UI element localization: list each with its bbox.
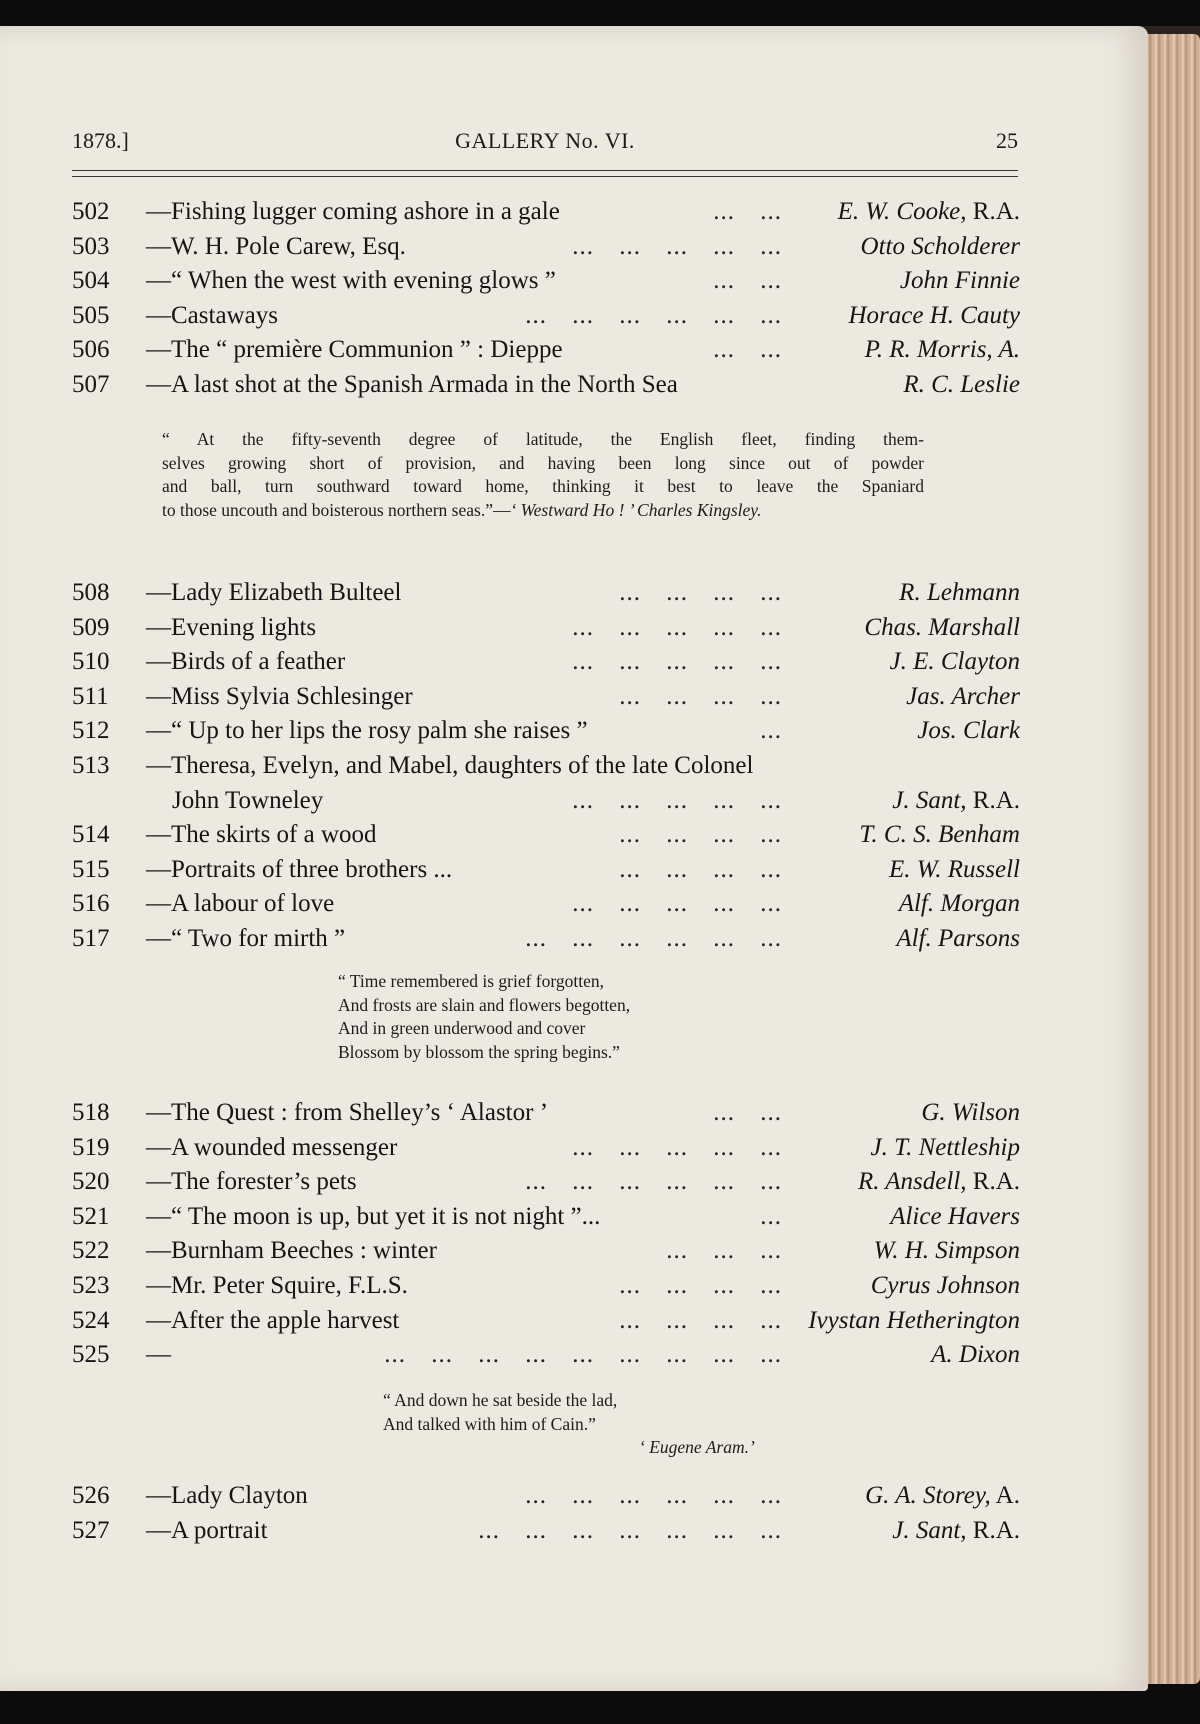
entry-number: 517 bbox=[72, 924, 110, 952]
entry-artist bbox=[889, 856, 1020, 884]
entry-title: —Lady Clayton bbox=[146, 1482, 308, 1509]
entries-block-4 bbox=[72, 1479, 1020, 1548]
quotation-swinburne bbox=[338, 970, 768, 1064]
entry-number: 525 bbox=[72, 1341, 110, 1369]
catalogue-entry bbox=[72, 1131, 1020, 1166]
entry-number: 518 bbox=[72, 1099, 110, 1126]
catalogue-entry bbox=[72, 1514, 1020, 1549]
artist-name: Jos. Clark bbox=[917, 717, 1020, 745]
entry-title: —The Quest : from Shelley’s ‘ Alastor ’ bbox=[146, 1099, 549, 1126]
entries-block-1 bbox=[72, 195, 1020, 403]
entry-title: —A labour of love bbox=[146, 890, 335, 918]
catalogue-entry bbox=[72, 680, 1020, 715]
catalogue-entry bbox=[72, 714, 1020, 749]
leader-dots: ... ... bbox=[713, 336, 782, 364]
entry-title: —W. H. Pole Carew, Esq. bbox=[146, 232, 406, 260]
entry-artist bbox=[931, 1341, 1020, 1369]
entry-artist bbox=[890, 1203, 1020, 1231]
entry-number: 502 bbox=[72, 198, 110, 225]
quote-source: ‘ Westward Ho ! ’ Charles Kingsley. bbox=[510, 499, 762, 520]
entry-artist bbox=[861, 233, 1020, 261]
leader-dots: ... ... ... ... bbox=[619, 1306, 782, 1334]
artist-name: Alice Havers bbox=[890, 1202, 1020, 1230]
artist-name: Jas. Archer bbox=[906, 682, 1020, 710]
entry-number: 508 bbox=[72, 579, 110, 606]
header-rule-bottom bbox=[72, 176, 1018, 177]
entry-title: —A portrait bbox=[146, 1516, 268, 1544]
entry-title: —Theresa, Evelyn, and Mabel, daughters of the late Colonel bbox=[146, 751, 754, 779]
artist-name: T. C. S. Benham bbox=[859, 821, 1020, 849]
artist-suffix: R.A. bbox=[966, 1516, 1020, 1544]
entry-artist bbox=[903, 371, 1020, 399]
artist-suffix: R.A. bbox=[966, 198, 1020, 225]
entry-title: —Burnham Beeches : winter bbox=[146, 1237, 437, 1265]
artist-name: J. Sant, bbox=[892, 1516, 967, 1544]
artist-name: John Finnie bbox=[899, 267, 1020, 295]
entry-number: 504 bbox=[72, 267, 110, 295]
entry-title: John Towneley bbox=[172, 786, 324, 814]
entry-artist bbox=[917, 717, 1020, 745]
gallery-title: GALLERY No. VI. bbox=[455, 128, 635, 153]
quote-line: And in green underwood and cover bbox=[338, 1018, 586, 1038]
leader-dots: ... ... ... ... bbox=[619, 855, 782, 883]
entry-number: 526 bbox=[72, 1482, 110, 1509]
entry-title: —Fishing lugger coming ashore in a gale bbox=[146, 198, 560, 225]
entry-number: 511 bbox=[72, 682, 109, 710]
entry-title: —“ When the west with evening glows ” bbox=[146, 267, 556, 295]
entry-number: 513 bbox=[72, 751, 110, 779]
artist-name: W. H. Simpson bbox=[873, 1237, 1020, 1265]
entry-title: —The forester’s pets bbox=[146, 1168, 357, 1196]
entry-number: 527 bbox=[72, 1516, 110, 1544]
leader-dots: ... bbox=[760, 1202, 782, 1230]
entry-title: —A last shot at the Spanish Armada in the North Sea bbox=[146, 370, 678, 398]
entry-number: 519 bbox=[72, 1133, 110, 1161]
entry-artist bbox=[864, 614, 1020, 642]
leader-dots: ... ... ... ... ... ... bbox=[525, 301, 782, 329]
leader-dots: ... bbox=[760, 717, 782, 745]
entry-title: — bbox=[146, 1341, 171, 1369]
artist-name: R. C. Leslie bbox=[903, 370, 1020, 398]
quote-line-with-source bbox=[162, 499, 924, 523]
entry-artist bbox=[808, 1307, 1020, 1335]
entry-title: —Lady Elizabeth Bulteel bbox=[146, 579, 402, 606]
leader-dots: ... ... bbox=[713, 198, 782, 225]
entry-artist bbox=[892, 787, 1020, 815]
leader-dots: ... ... ... ... bbox=[619, 682, 782, 710]
artist-suffix: A. bbox=[990, 1482, 1020, 1509]
page-number: 25 bbox=[996, 128, 1018, 153]
entry-title: —Portraits of three brothers ... bbox=[146, 855, 453, 883]
quote-line: and ball, turn southward toward home, thinking it best to leave the Spaniard bbox=[162, 476, 924, 496]
catalogue-entry bbox=[72, 853, 1020, 888]
quote-line: And talked with him of Cain.” bbox=[383, 1413, 596, 1434]
entry-title: —“ Up to her lips the rosy palm she raises ” bbox=[146, 717, 588, 745]
entry-artist bbox=[865, 336, 1020, 364]
entry-artist bbox=[870, 1134, 1020, 1162]
entry-artist bbox=[899, 579, 1020, 607]
leader-dots: ... ... bbox=[713, 1099, 782, 1126]
catalogue-entry bbox=[72, 576, 1020, 611]
leader-dots: ... ... ... ... ... bbox=[572, 232, 782, 260]
catalogue-entry bbox=[72, 368, 1020, 403]
artist-name: Alf. Morgan bbox=[898, 890, 1020, 918]
quote-line: “ At the fifty-seventh degree of latitude, the English fleet, finding them- bbox=[162, 429, 924, 449]
artist-name: G. Wilson bbox=[921, 1099, 1020, 1126]
catalogue-entry bbox=[72, 749, 1020, 784]
entry-title: —Miss Sylvia Schlesinger bbox=[146, 682, 413, 710]
quote-line: “ And down he sat beside the lad, bbox=[383, 1390, 618, 1410]
entry-artist bbox=[838, 198, 1020, 226]
header-rule-top bbox=[72, 170, 1018, 171]
entry-artist bbox=[892, 1517, 1020, 1545]
catalogue-entry bbox=[72, 264, 1020, 299]
leader-dots: ... ... ... ... ... bbox=[572, 786, 782, 814]
catalogue-entry bbox=[72, 1234, 1020, 1269]
entry-title: —After the apple harvest bbox=[146, 1306, 400, 1334]
catalogue-entry bbox=[72, 645, 1020, 680]
catalogue-entry bbox=[72, 299, 1020, 334]
artist-suffix: R.A. bbox=[966, 1168, 1020, 1196]
leader-dots: ... ... ... ... ... ... ... bbox=[478, 1516, 782, 1544]
artist-name: J. T. Nettleship bbox=[870, 1133, 1020, 1161]
quote-source: ‘ Eugene Aram.’ bbox=[639, 1437, 755, 1457]
quotation-westward-ho bbox=[162, 428, 924, 522]
leader-dots: ... ... ... ... bbox=[619, 1271, 782, 1299]
artist-name: R. Ansdell, bbox=[857, 1168, 967, 1196]
artist-name: Horace H. Cauty bbox=[848, 301, 1020, 329]
leader-dots: ... ... ... ... ... ... bbox=[525, 1168, 782, 1196]
entry-number: 520 bbox=[72, 1168, 110, 1196]
quote-line: to those uncouth and boisterous northern seas.”— bbox=[162, 499, 511, 520]
entry-title: —The skirts of a wood bbox=[146, 821, 377, 849]
catalogue-entry bbox=[72, 195, 1020, 230]
entry-artist bbox=[906, 683, 1020, 711]
quote-line: Blossom by blossom the spring begins.” bbox=[338, 1041, 620, 1062]
artist-name: G. A. Storey, bbox=[865, 1482, 991, 1509]
catalogue-entry-continuation bbox=[72, 784, 1020, 819]
artist-name: A. Dixon bbox=[931, 1341, 1020, 1369]
leader-dots: ... ... ... ... ... bbox=[572, 613, 782, 641]
quotation-eugene-aram bbox=[383, 1389, 823, 1460]
entry-artist bbox=[899, 890, 1020, 918]
entry-number: 505 bbox=[72, 301, 110, 329]
entry-number: 524 bbox=[72, 1306, 110, 1334]
leader-dots: ... ... ... ... ... bbox=[572, 648, 782, 676]
leader-dots: ... ... ... bbox=[666, 1237, 782, 1265]
catalogue-entry bbox=[72, 1096, 1020, 1131]
entry-number: 512 bbox=[72, 717, 110, 745]
entry-artist bbox=[896, 925, 1020, 953]
entry-artist bbox=[921, 1099, 1020, 1127]
entry-title: —Birds of a feather bbox=[146, 648, 346, 676]
catalogue-entry bbox=[72, 1165, 1020, 1200]
entry-number: 515 bbox=[72, 855, 110, 883]
entry-number: 509 bbox=[72, 613, 110, 641]
catalogue-entry bbox=[72, 230, 1020, 265]
entry-artist bbox=[900, 267, 1020, 295]
artist-suffix: R.A. bbox=[966, 786, 1020, 814]
artist-name: Cyrus Johnson bbox=[870, 1271, 1020, 1299]
artist-name: J. Sant, bbox=[892, 786, 967, 814]
leader-dots: ... ... bbox=[713, 267, 782, 295]
entry-number: 506 bbox=[72, 336, 110, 364]
entry-title: —A wounded messenger bbox=[146, 1133, 398, 1161]
artist-name: Alf. Parsons bbox=[896, 924, 1020, 952]
artist-name: J. E. Clayton bbox=[889, 648, 1020, 676]
entry-number: 510 bbox=[72, 648, 110, 676]
year: 1878.] bbox=[72, 128, 129, 153]
artist-name: E. W. Cooke, bbox=[837, 198, 967, 225]
catalogue-entry bbox=[72, 922, 1020, 957]
catalogue-entry bbox=[72, 1269, 1020, 1304]
entry-title: —The “ première Communion ” : Dieppe bbox=[146, 336, 563, 364]
entry-title: —Castaways bbox=[146, 301, 278, 329]
catalogue-entry bbox=[72, 611, 1020, 646]
catalogue-entry bbox=[72, 333, 1020, 368]
entry-artist bbox=[874, 1237, 1020, 1265]
quote-line: selves growing short of provision, and having been long since out of powder bbox=[162, 452, 924, 473]
entry-title: —“ The moon is up, but yet it is not night ”... bbox=[146, 1202, 601, 1230]
entries-block-3 bbox=[72, 1096, 1020, 1373]
catalogue-entry bbox=[72, 887, 1020, 922]
entry-artist bbox=[859, 821, 1020, 849]
entry-number: 523 bbox=[72, 1271, 110, 1299]
entry-number: 514 bbox=[72, 821, 110, 849]
leader-dots: ... ... ... ... ... ... ... ... ... bbox=[384, 1341, 782, 1369]
artist-name: Otto Scholderer bbox=[860, 232, 1020, 260]
leader-dots: ... ... ... ... ... ... bbox=[525, 924, 782, 952]
page-edges bbox=[1144, 34, 1200, 1684]
entry-number: 516 bbox=[72, 890, 110, 918]
artist-name: P. R. Morris, A. bbox=[864, 336, 1020, 364]
entry-number: 503 bbox=[72, 232, 110, 260]
artist-name: Ivystan Hetherington bbox=[808, 1306, 1020, 1334]
entry-artist bbox=[849, 302, 1021, 330]
catalogue-entry bbox=[72, 1338, 1020, 1373]
entry-artist bbox=[889, 648, 1020, 676]
artist-name: Chas. Marshall bbox=[864, 613, 1020, 641]
catalogue-entry bbox=[72, 818, 1020, 853]
entry-artist bbox=[858, 1168, 1020, 1196]
leader-dots: ... ... ... ... ... bbox=[572, 890, 782, 918]
leader-dots: ... ... ... ... bbox=[619, 579, 782, 606]
entry-title: —“ Two for mirth ” bbox=[146, 924, 346, 952]
catalogue-entry bbox=[72, 1200, 1020, 1235]
entry-number: 522 bbox=[72, 1237, 110, 1265]
running-header bbox=[72, 128, 1018, 162]
leader-dots: ... ... ... ... ... bbox=[572, 1133, 782, 1161]
quote-line: “ Time remembered is grief forgotten, bbox=[338, 971, 605, 991]
entry-number: 521 bbox=[72, 1202, 110, 1230]
catalogue-entry bbox=[72, 1479, 1020, 1514]
catalogue-entry bbox=[72, 1304, 1020, 1339]
artist-name: E. W. Russell bbox=[888, 855, 1020, 883]
quote-line: And frosts are slain and flowers begotten, bbox=[338, 994, 631, 1015]
entries-block-2 bbox=[72, 576, 1020, 957]
entry-number: 507 bbox=[72, 370, 110, 398]
entry-title: —Mr. Peter Squire, F.L.S. bbox=[146, 1271, 408, 1299]
leader-dots: ... ... ... ... bbox=[619, 821, 782, 849]
entry-artist bbox=[871, 1272, 1020, 1300]
entry-title: —Evening lights bbox=[146, 613, 317, 641]
entry-artist bbox=[865, 1482, 1020, 1510]
leader-dots: ... ... ... ... ... ... bbox=[525, 1482, 782, 1509]
artist-name: R. Lehmann bbox=[899, 579, 1020, 606]
